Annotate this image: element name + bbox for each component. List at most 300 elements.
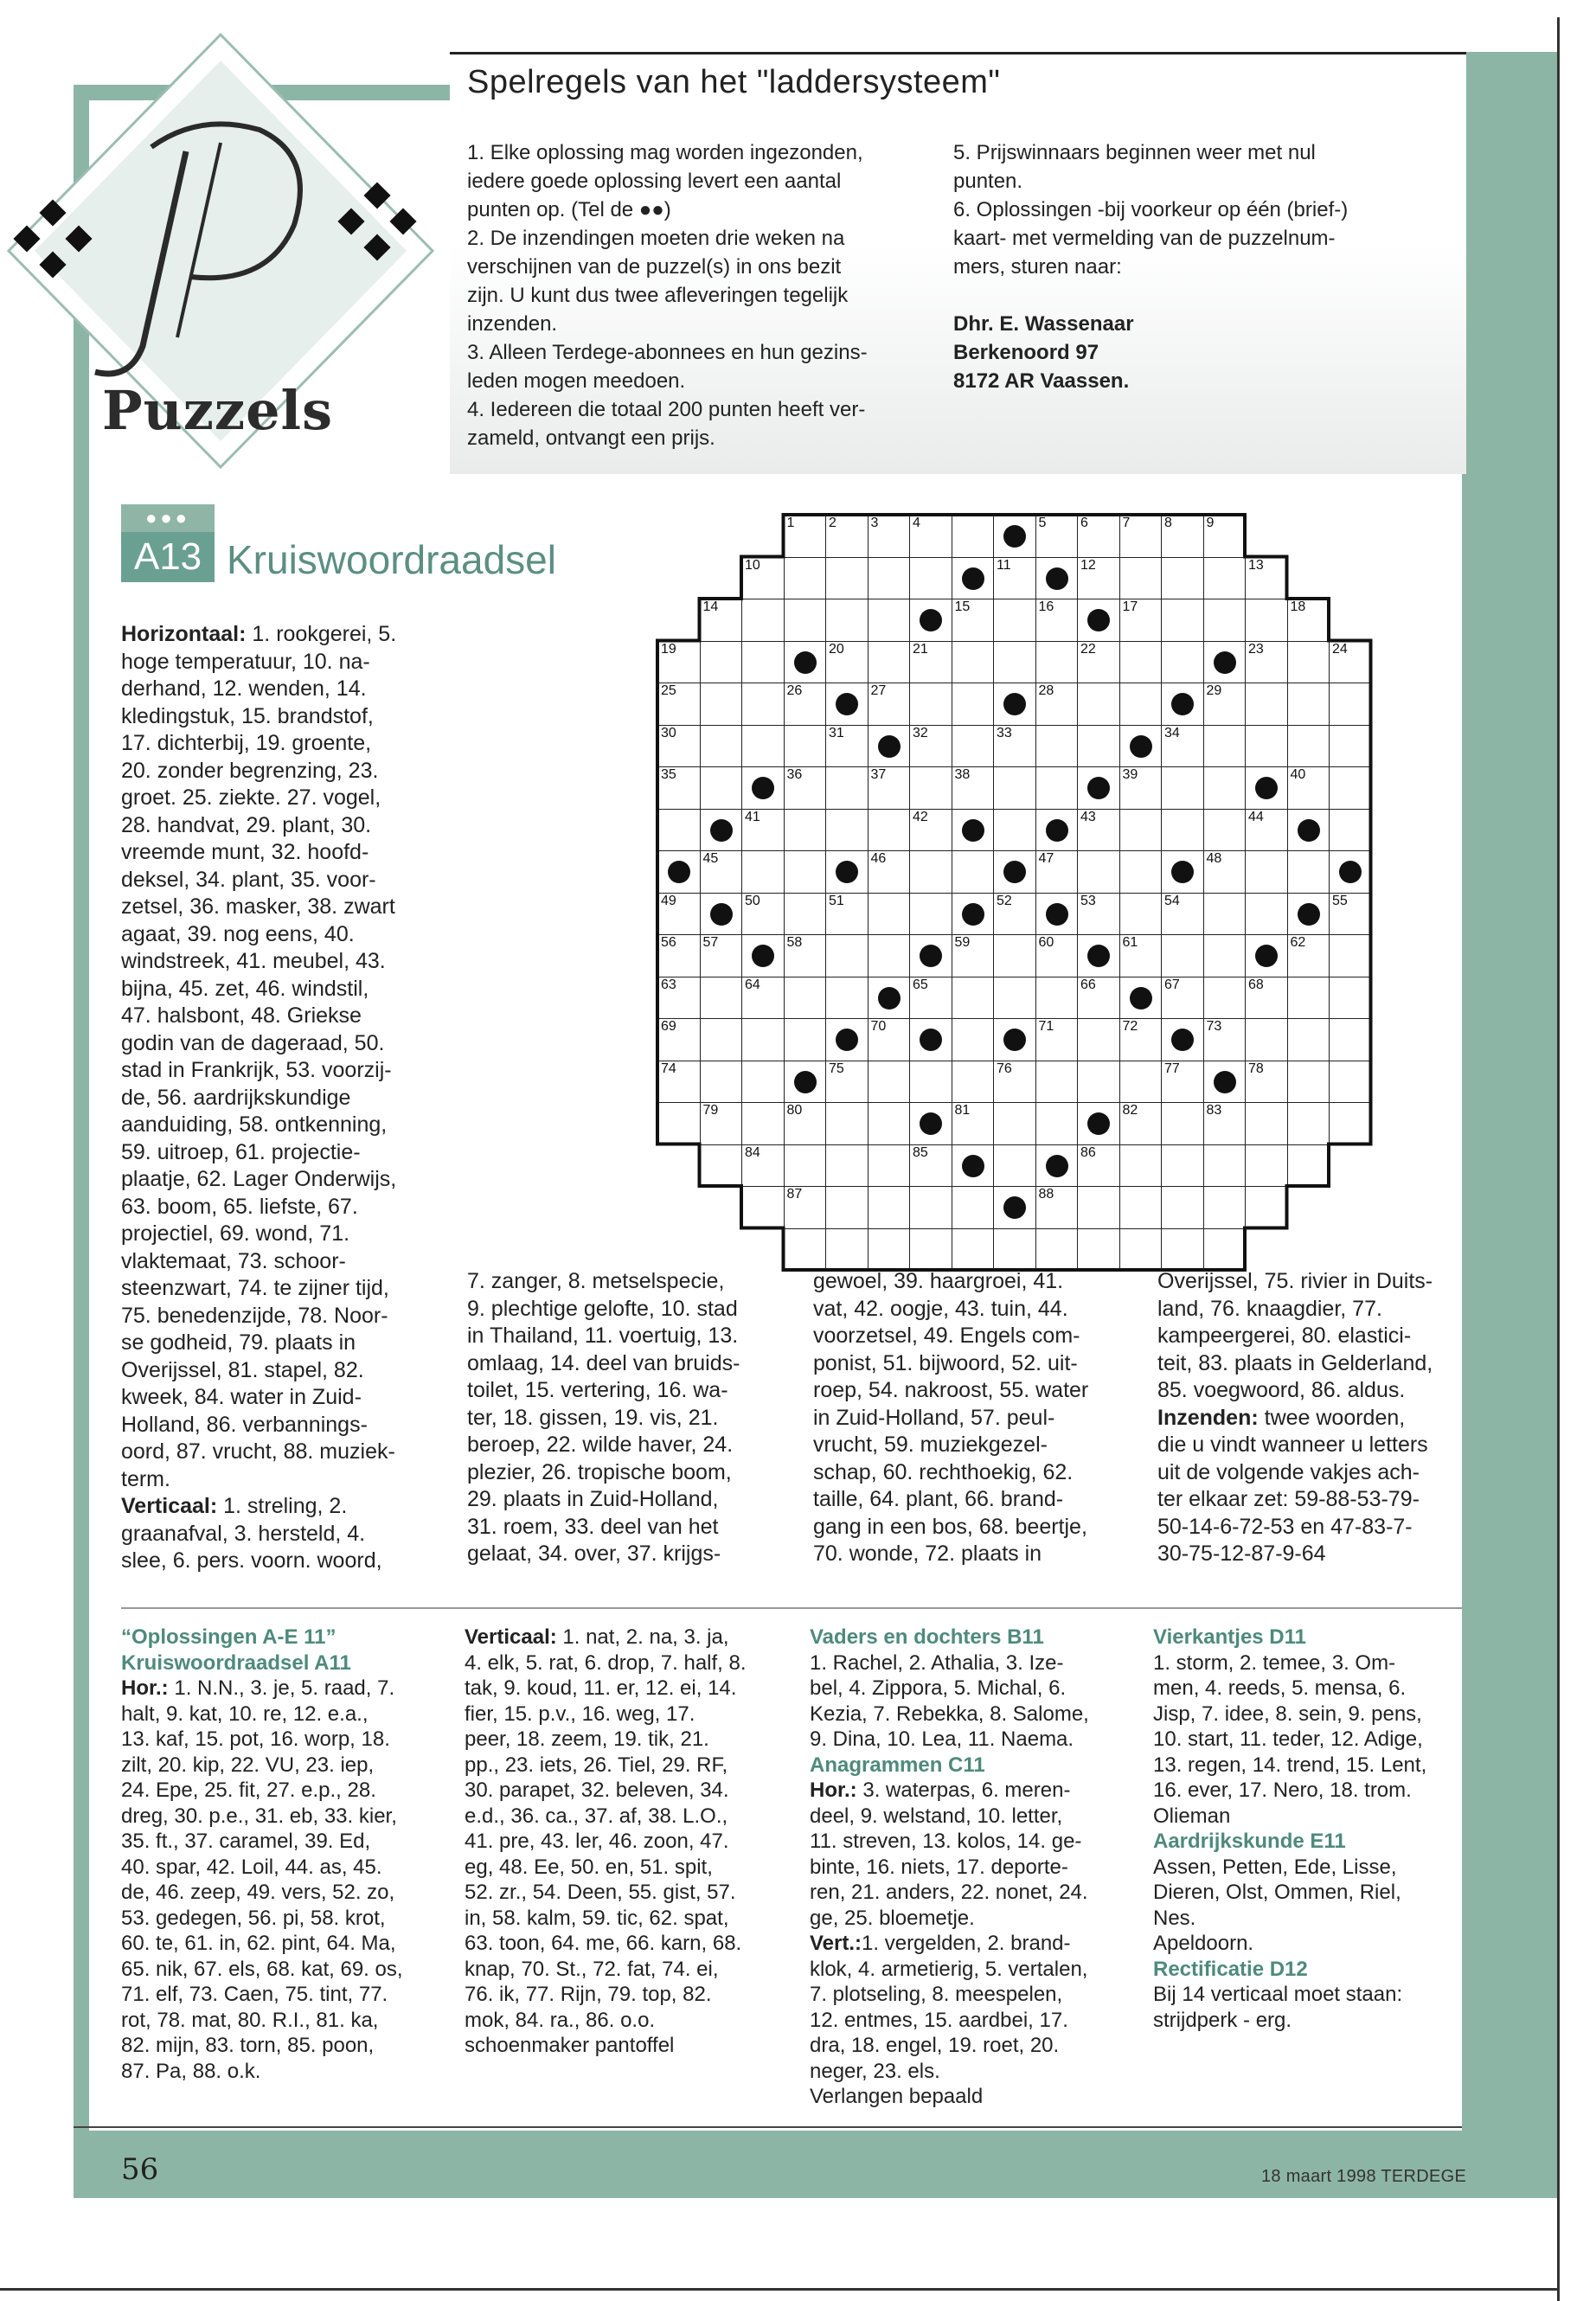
solution-text: 3. waterpas, 6. meren- (856, 1779, 1071, 1802)
clue-text: hoge temperatuur, 10. na- (121, 649, 370, 674)
cell-number: 83 (1206, 1103, 1222, 1118)
clue-line (121, 1521, 433, 1548)
clue-line (121, 1303, 433, 1330)
clue-text: 59. uitroep, 61. projectie- (121, 1139, 361, 1164)
clue-line (121, 812, 433, 840)
clue-text: vlaktemaat, 73. schoor- (121, 1248, 346, 1273)
solution-text: 63. toon, 64. me, 66. karn, 68. (465, 1932, 742, 1955)
cell-number: 25 (661, 683, 676, 698)
clue-text: Overijssel, 81. stapel, 82. (121, 1357, 364, 1382)
clue-line (121, 1057, 433, 1085)
address-line: Dhr. E. Wassenaar (953, 312, 1134, 336)
solution-text: 82. mijn, 83. torn, 85. poon, (121, 2034, 375, 2057)
clue-text: stad in Frankrijk, 53. voorzij- (121, 1058, 392, 1082)
cell-number: 11 (997, 557, 1011, 573)
cell-number: 33 (997, 725, 1012, 740)
cell-number: 50 (745, 893, 760, 908)
solution-line (810, 2008, 1130, 2034)
clue-line (121, 1466, 433, 1494)
clue-line: omlaag, 14. deel van bruids- (467, 1350, 740, 1375)
cell-number: 9 (1206, 516, 1215, 530)
cell-number: 62 (1290, 935, 1306, 950)
clue-line: in Zuid-Holland, 57. peul- (813, 1405, 1055, 1430)
cell-number: 65 (913, 977, 928, 992)
clue-line: 29. plaats in Zuid-Holland, (467, 1487, 719, 1511)
solution-text: 16. ever, 17. Nero, 18. trom. (1153, 1779, 1412, 1802)
clue-text: zetsel, 36. masker, 38. zwart (121, 894, 395, 919)
solution-text: e.d., 36. ca., 37. af, 38. L.O., (465, 1804, 728, 1828)
clue-line (121, 1330, 433, 1357)
clue-line (121, 758, 433, 785)
solution-line (121, 1906, 441, 1932)
clue-line (121, 1548, 433, 1575)
solution-text: binte, 16. niets, 17. deporte- (810, 1855, 1068, 1879)
solution-line (810, 1702, 1130, 1727)
solution-text: 12. entmes, 15. aardbei, 17. (810, 2008, 1068, 2032)
cell-number: 51 (829, 893, 844, 908)
cell-number: 47 (1038, 851, 1054, 866)
clues-column-1 (121, 621, 433, 1575)
solution-text: Bij 14 verticaal moet staan: (1153, 1983, 1403, 2006)
solution-line (1153, 2008, 1473, 2034)
grid-outline (657, 515, 1376, 1275)
solution-line (121, 2033, 441, 2059)
solution-line (465, 1778, 785, 1804)
clue-text: 85. voegwoord, 86. aldus. (1157, 1378, 1406, 1402)
solution-text: strijdperk - erg. (1153, 2008, 1292, 2032)
solution-text: zilt, 20. kip, 22. VU, 23. iep, (121, 1753, 375, 1777)
address-line: 8172 AR Vaassen. (953, 369, 1130, 393)
solution-label: Verticaal: (465, 1625, 557, 1649)
clue-line (121, 621, 433, 649)
solution-line (465, 1650, 785, 1676)
clue-text: Overijssel, 75. rivier in Duits- (1157, 1269, 1433, 1293)
clue-line (121, 1221, 433, 1248)
clue-text: 47. halsbont, 48. Griekse (121, 1003, 362, 1028)
cell-number: 88 (1038, 1187, 1054, 1202)
solution-line (1153, 1931, 1473, 1957)
rule-line: verschijnen van de puzzel(s) in ons bezit (467, 255, 842, 279)
clue-text: 50-14-6-72-53 en 47-83-7- (1157, 1514, 1413, 1539)
cell-number: 34 (1164, 725, 1180, 740)
cell-number: 29 (1206, 683, 1222, 698)
cell-number: 66 (1080, 977, 1096, 992)
solution-line (1153, 1702, 1473, 1727)
solution-line (810, 1778, 1130, 1804)
clue-text: graanafval, 3. hersteld, 4. (121, 1521, 366, 1546)
cell-number: 74 (661, 1061, 676, 1076)
solution-line (121, 1855, 441, 1881)
solution-line (465, 1702, 785, 1727)
clue-line (1157, 1268, 1469, 1296)
solution-text: dreg, 30. p.e., 31. eb, 33. kier, (121, 1804, 397, 1828)
cell-number: 45 (702, 851, 719, 866)
solution-text: 41. pre, 43. ler, 46. zoon, 47. (465, 1830, 729, 1853)
solution-text: 1. storm, 2. temee, 3. Om- (1153, 1650, 1396, 1675)
solution-heading: Rectificatie D12 (1153, 1957, 1308, 1981)
solution-heading: Vierkantjes D11 (1153, 1625, 1307, 1649)
cell-number: 32 (913, 725, 928, 740)
clue-line (121, 676, 433, 703)
clue-line (121, 730, 433, 758)
cell-number: 4 (913, 516, 920, 530)
cell-number: 43 (1080, 809, 1096, 824)
solution-text: Jisp, 7. idee, 8. sein, 9. pens, (1153, 1702, 1422, 1726)
cell-number: 1 (786, 516, 795, 530)
cell-number: 22 (1080, 641, 1096, 657)
solution-line (810, 1650, 1130, 1676)
solution-text: 71. elf, 73. Caen, 75. tint, 77. (121, 1983, 388, 2006)
clue-line (121, 1112, 433, 1139)
solution-line (465, 1829, 785, 1855)
cell-number: 64 (745, 977, 760, 992)
solution-text: Apeldoorn. (1153, 1932, 1254, 1955)
clue-line: beroep, 22. wilde haver, 24. (467, 1433, 734, 1457)
cell-number: 52 (997, 893, 1012, 908)
solution-line (465, 1753, 785, 1779)
right-edge-line (1557, 17, 1560, 2301)
solution-text: 1. vergelden, 2. brand- (862, 1932, 1071, 1955)
cell-number: 79 (702, 1103, 719, 1118)
solution-line (465, 1676, 785, 1702)
clue-line (121, 1139, 433, 1167)
rule-line: kaart- met vermelding van de puzzelnum- (953, 227, 1336, 250)
cell-number: 18 (1290, 599, 1306, 614)
clue-line: 9. plechtige gelofte, 10. stad (467, 1296, 738, 1321)
cell-number: 10 (745, 557, 760, 573)
solution-heading: Aardrijkskunde E11 (1153, 1830, 1346, 1853)
clue-line (1157, 1377, 1469, 1405)
difficulty-dots: ●●● (121, 504, 215, 532)
cell-number: 28 (1038, 683, 1054, 698)
cell-number: 30 (661, 725, 676, 740)
cell-number: 67 (1164, 977, 1180, 992)
clue-text: kweek, 84. water in Zuid- (121, 1385, 362, 1409)
solution-line (1153, 1650, 1473, 1676)
cell-number: 70 (870, 1019, 887, 1034)
clue-line (121, 1030, 433, 1058)
solution-text: bel, 4. Zippora, 5. Michal, 6. (810, 1676, 1067, 1700)
solution-line (121, 1778, 441, 1804)
clue-line (1157, 1541, 1469, 1568)
solution-line (810, 1931, 1130, 1957)
solution-line (810, 1906, 1130, 1932)
solution-text: klok, 4. armetierig, 5. vertalen, (810, 1957, 1088, 1981)
solution-line (810, 1804, 1130, 1830)
solution-text: fier, 15. p.v., 16. weg, 17. (465, 1702, 695, 1726)
solution-text: 30. parapet, 32. beleven, 34. (465, 1779, 729, 1802)
solution-line (810, 1625, 1130, 1650)
clue-line (121, 1166, 433, 1194)
cell-number: 41 (745, 809, 760, 824)
solution-line (810, 2084, 1130, 2110)
clue-label: Horizontaal: (121, 622, 247, 646)
rule-line: 3. Alleen Terdege-abonnees en hun gezins- (467, 341, 868, 364)
solution-line (465, 1931, 785, 1957)
clue-line: schap, 60. rechthoekig, 62. (813, 1459, 1074, 1484)
solution-text: men, 4. reeds, 5. mensa, 6. (1153, 1676, 1407, 1700)
solution-text: 65. nik, 67. els, 68. kat, 69. os, (121, 1957, 403, 1981)
clue-line (121, 703, 433, 731)
cell-number: 23 (1248, 641, 1264, 657)
cell-number: 61 (1122, 935, 1138, 950)
cell-number: 13 (1248, 557, 1264, 573)
clue-line (121, 1384, 433, 1412)
clue-text: Holland, 86. verbannings- (121, 1412, 368, 1437)
clue-text: slee, 6. pers. voorn. woord, (121, 1548, 382, 1573)
clues-column-2 (467, 1268, 779, 1568)
solution-line (1153, 1855, 1473, 1881)
cell-number: 59 (954, 935, 971, 950)
frame-band-bottom (74, 2131, 1557, 2198)
page-number: 56 (121, 2152, 159, 2187)
solution-line (810, 1727, 1130, 1753)
clue-text: 63. boom, 65. liefste, 67. (121, 1194, 358, 1219)
solutions-divider (121, 1607, 1462, 1609)
clue-line: 70. wonde, 72. plaats in (813, 1541, 1042, 1566)
solution-line (465, 1880, 785, 1906)
clue-text: derhand, 12. wenden, 14. (121, 676, 367, 701)
solution-text: in, 58. kalm, 59. tic, 62. spat, (465, 1906, 729, 1930)
solutions-column-2 (465, 1625, 785, 2059)
solution-text: Nes. (1153, 1906, 1196, 1930)
rule-line: 2. De inzendingen moeten drie weken na (467, 227, 845, 250)
rule-line: punten. (953, 170, 1023, 193)
clue-text: uit de volgende vakjes ach- (1157, 1459, 1420, 1484)
clue-line: 31. roem, 33. deel van het (467, 1514, 719, 1539)
cell-number: 72 (1122, 1019, 1138, 1034)
cell-number: 58 (786, 935, 803, 950)
clue-line (121, 1194, 433, 1221)
solution-heading: Vaders en dochters B11 (810, 1625, 1044, 1649)
solution-line (121, 1931, 441, 1957)
solution-line (1153, 1727, 1473, 1753)
cell-number: 8 (1164, 516, 1172, 530)
clue-text: 1. streling, 2. (217, 1494, 348, 1518)
cell-number: 17 (1122, 599, 1138, 614)
solution-line (810, 1829, 1130, 1855)
rule-line: punten op. (Tel de ●●) (467, 198, 671, 221)
clue-text: plaatje, 62. Lager Onderwijs, (121, 1167, 397, 1191)
clue-text: bijna, 45. zet, 46. windstil, (121, 976, 369, 1001)
cell-number: 87 (786, 1187, 803, 1202)
clue-text: kledingstuk, 15. brandstof, (121, 703, 374, 728)
clue-line (121, 894, 433, 921)
cell-number: 55 (1332, 893, 1348, 908)
cell-number: 7 (1122, 516, 1131, 530)
solution-text: 9. Dina, 10. Lea, 11. Naema. (810, 1727, 1074, 1751)
clue-text: se godheid, 79. plaats in (121, 1330, 356, 1355)
logo-wordmark: Puzzels (102, 379, 334, 442)
solution-text: 7. plotseling, 8. meespelen, (810, 1983, 1063, 2006)
solution-text: Verlangen bepaald (810, 2085, 984, 2108)
cell-number: 81 (954, 1103, 971, 1118)
solution-line (1153, 1957, 1473, 1983)
solution-text: 60. te, 61. in, 62. pint, 64. Ma, (121, 1932, 396, 1955)
cell-number: 82 (1122, 1103, 1138, 1118)
clue-line: 7. zanger, 8. metselspecie, (467, 1269, 725, 1293)
solution-line (465, 1906, 785, 1932)
solution-line (1153, 1906, 1473, 1932)
clue-line (121, 1003, 433, 1030)
clue-line: plezier, 26. tropische boom, (467, 1459, 732, 1484)
solution-text: 1. nat, 2. na, 3. ja, (556, 1625, 729, 1649)
cell-number: 2 (829, 516, 836, 530)
clue-text: groet. 25. ziekte. 27. vogel, (121, 785, 381, 810)
solution-text: dra, 18. engel, 19. roet, 20. (810, 2034, 1060, 2057)
cell-number: 57 (702, 935, 719, 950)
solution-text: 24. Epe, 25. fit, 27. e.p., 28. (121, 1779, 376, 1802)
solution-line (810, 1676, 1130, 1702)
solution-text: 10. start, 11. teder, 12. Adige, (1153, 1727, 1423, 1751)
address-line: Berkenoord 97 (953, 341, 1099, 364)
clue-text: die u vindt wanneer u letters (1157, 1433, 1428, 1457)
cell-number: 53 (1080, 893, 1096, 908)
solution-line (121, 1676, 441, 1702)
solution-text: 53. gedegen, 56. pi, 58. krot, (121, 1906, 386, 1930)
cell-number: 14 (702, 599, 719, 614)
clue-text: 17. dichterbij, 19. groente, (121, 731, 372, 755)
cell-number: 46 (870, 851, 887, 866)
clue-line: toilet, 15. vertering, 16. wa- (467, 1378, 728, 1402)
solution-text: tak, 9. koud, 11. er, 12. ei, 14. (465, 1676, 737, 1700)
clue-line (1157, 1350, 1469, 1378)
cell-number: 35 (661, 767, 676, 782)
solution-line (1153, 1778, 1473, 1804)
clue-text: de, 56. aardrijkskundige (121, 1085, 351, 1110)
cell-number: 37 (870, 767, 887, 782)
rule-line: 5. Prijswinnaars beginnen weer met nul (953, 141, 1316, 164)
solutions-column-4 (1153, 1625, 1473, 2033)
solution-line (1153, 1676, 1473, 1702)
clue-line (1157, 1296, 1469, 1324)
cell-number: 44 (1248, 809, 1264, 824)
solution-text: 4. elk, 5. rat, 6. drop, 7. half, 8. (465, 1650, 747, 1675)
cell-number: 78 (1248, 1061, 1264, 1076)
cell-number: 63 (661, 977, 676, 992)
cell-number: 15 (954, 599, 971, 614)
clue-text: oord, 87. vrucht, 88. muziek- (121, 1439, 395, 1464)
cell-number: 73 (1206, 1019, 1222, 1034)
solution-text: ge, 25. bloemetje. (810, 1906, 975, 1930)
cell-number: 56 (661, 935, 676, 950)
solution-line (465, 1982, 785, 2008)
clue-line (121, 785, 433, 812)
cell-number: 24 (1332, 641, 1348, 657)
solution-text: mok, 84. ra., 86. o.o. (465, 2008, 656, 2032)
solution-line (465, 1727, 785, 1753)
cell-number: 38 (954, 767, 971, 782)
cell-number: 19 (661, 641, 676, 657)
cell-number: 60 (1038, 935, 1054, 950)
rule-line: 1. Elke oplossing mag worden ingezonden, (467, 141, 863, 164)
cell-number: 86 (1080, 1144, 1096, 1160)
rule-line: 4. Iedereen die totaal 200 punten heeft ver- (467, 398, 866, 421)
clue-text: 1. rookgerei, 5. (246, 622, 397, 646)
cell-number: 5 (1038, 516, 1047, 530)
clue-line (121, 1439, 433, 1466)
clue-label: Verticaal: (121, 1494, 218, 1518)
solution-line (121, 1753, 441, 1779)
cell-number: 16 (1038, 599, 1054, 614)
clue-text: teit, 83. plaats in Gelderland, (1157, 1350, 1433, 1375)
clue-line (121, 948, 433, 976)
solution-line (121, 1957, 441, 1983)
clue-line: vat, 42. oogje, 43. tuin, 44. (813, 1296, 1068, 1321)
cell-number: 26 (786, 683, 803, 698)
solution-text: knap, 70. St., 72. fat, 74. ei, (465, 1957, 719, 1981)
frame-band-right (1462, 52, 1557, 2150)
cell-number: 75 (829, 1061, 844, 1076)
rule-line: leden mogen meedoen. (467, 369, 686, 393)
solution-heading: Anagrammen C11 (810, 1753, 985, 1777)
rule-line: zijn. U kunt dus twee afleveringen tegelijk (467, 284, 849, 307)
rules-right-column (953, 138, 1438, 395)
solution-heading: “Oplossingen A-E 11” (121, 1625, 337, 1649)
clue-line: gelaat, 34. over, 37. krijgs- (467, 1541, 721, 1566)
rules-title: Spelregels van het "laddersysteem" (467, 64, 1001, 100)
clue-text: steenzwart, 74. te zijner tijd, (121, 1276, 389, 1300)
clue-line: roep, 54. nakroost, 55. water (813, 1378, 1089, 1402)
rule-line: 6. Oplossingen -bij voorkeur op één (brief-) (953, 198, 1349, 221)
solution-line (465, 2008, 785, 2034)
solution-text: neger, 23. els. (810, 2059, 940, 2083)
clue-text: agaat, 39. nog eens, 40. (121, 921, 355, 946)
puzzle-title: Kruiswoordraadsel (227, 537, 556, 582)
cell-number: 42 (913, 809, 928, 824)
solution-line (810, 2033, 1130, 2059)
solution-text: pp., 23. iets, 26. Tiel, 29. RF, (465, 1753, 728, 1777)
clue-line: ponist, 51. bijwoord, 52. uit- (813, 1350, 1078, 1375)
clue-line (121, 867, 433, 894)
rule-line: inzenden. (467, 312, 558, 336)
solution-text: Assen, Petten, Ede, Lisse, (1153, 1855, 1397, 1879)
solution-text: 35. ft., 37. caramel, 39. Ed, (121, 1830, 371, 1853)
solution-line (121, 1804, 441, 1830)
solution-line (465, 1804, 785, 1830)
solution-line (121, 1982, 441, 2008)
clue-text: godin van de dageraad, 50. (121, 1030, 385, 1055)
cell-number: 84 (745, 1144, 760, 1160)
solution-line (121, 1829, 441, 1855)
cell-number: 6 (1080, 516, 1088, 530)
cell-number: 12 (1080, 557, 1096, 573)
solution-text: 40. spar, 42. Loil, 44. as, 45. (121, 1855, 382, 1879)
clue-line (1157, 1432, 1469, 1459)
solution-line (121, 2059, 441, 2085)
solution-line (465, 1957, 785, 1983)
cell-number: 20 (829, 641, 844, 657)
clue-line (121, 1412, 433, 1439)
solution-line (1153, 1829, 1473, 1855)
clues-column-3 (813, 1268, 1125, 1568)
solution-line (810, 1855, 1130, 1881)
solution-line (465, 2033, 785, 2059)
clue-line (1157, 1459, 1469, 1487)
solution-text: eg, 48. Ee, 50. en, 51. spit, (465, 1855, 713, 1879)
solution-line (1153, 1982, 1473, 2008)
solution-line (465, 1625, 785, 1650)
cell-number: 39 (1122, 767, 1138, 782)
solution-text: Dieren, Olst, Ommen, Riel, (1153, 1881, 1401, 1904)
solution-text: halt, 9. kat, 10. re, 12. e.a., (121, 1702, 369, 1726)
clues-column-4 (1157, 1268, 1469, 1568)
rule-line: mers, sturen naar: (953, 255, 1122, 279)
cell-number: 27 (870, 683, 887, 698)
clue-line: vrucht, 59. muziekgezel- (813, 1433, 1048, 1457)
solution-text: 76. ik, 77. Rijn, 79. top, 82. (465, 1983, 712, 2006)
clue-line: gang in een bos, 68. beertje, (813, 1514, 1087, 1539)
